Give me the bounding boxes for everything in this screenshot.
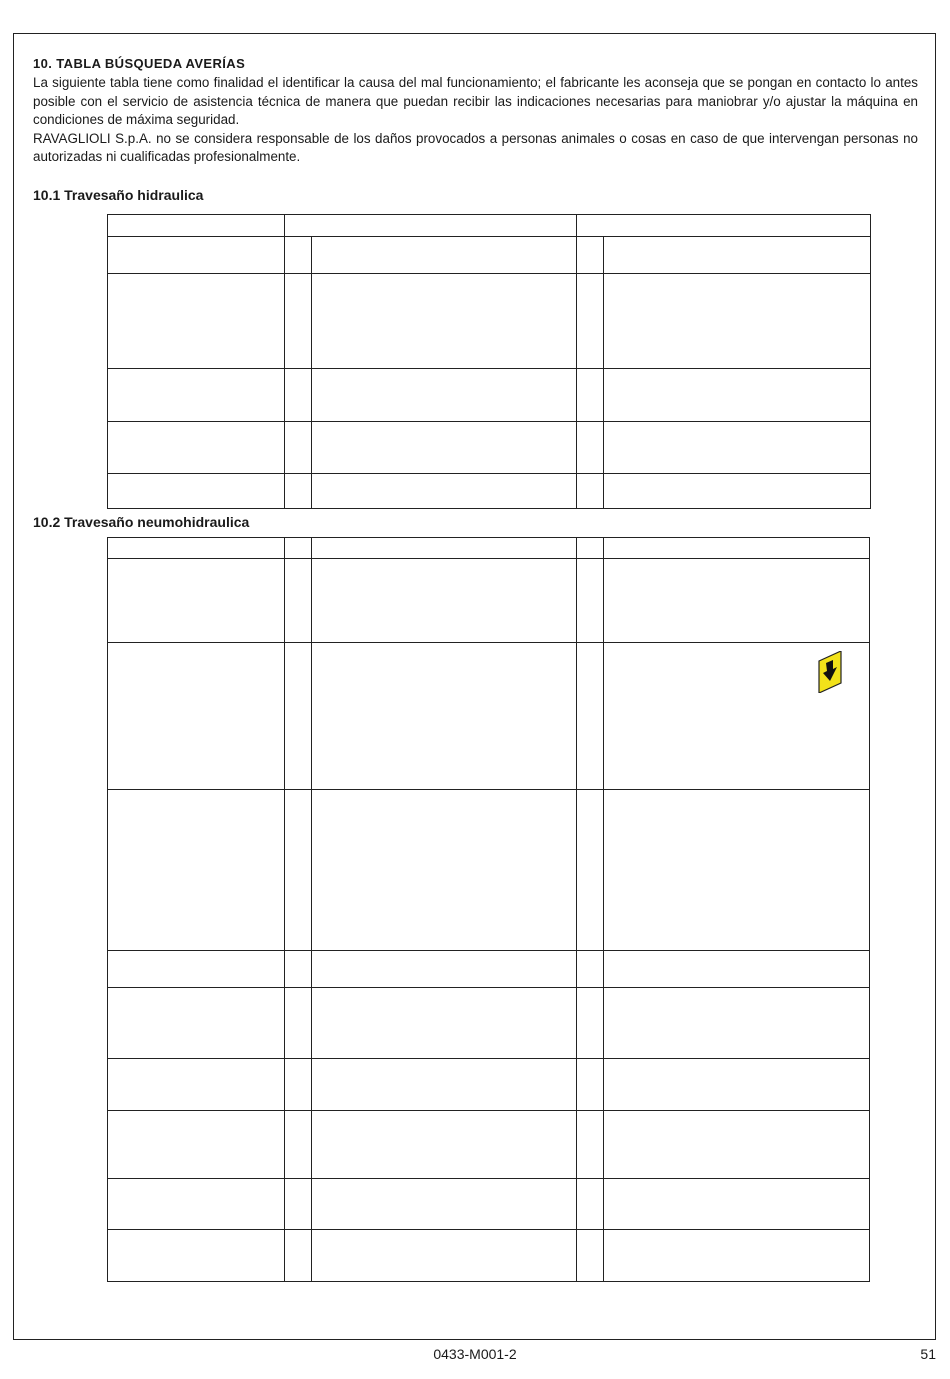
- document-code: 0433-M001-2: [433, 1346, 517, 1362]
- table-cell: [312, 474, 577, 509]
- intro-text: [33, 74, 918, 167]
- table-cell: [604, 369, 871, 422]
- table-cell: [604, 559, 870, 643]
- table-cell: [577, 559, 604, 643]
- table-row: [108, 559, 870, 643]
- table-row: [108, 988, 870, 1059]
- table-row: [108, 1179, 870, 1230]
- table-cell: [577, 474, 604, 509]
- arrow-down-icon: [817, 651, 843, 693]
- table-cell: [577, 369, 604, 422]
- table-cell: [577, 538, 604, 559]
- table-cell: [312, 1230, 577, 1282]
- table-cell: [285, 474, 312, 509]
- table-cell: [285, 790, 312, 951]
- table-row: [108, 369, 871, 422]
- table-cell: [312, 988, 577, 1059]
- table-cell: [108, 988, 285, 1059]
- table-cell: [285, 951, 312, 988]
- intro-paragraph-2: RAVAGLIOLI S.p.A. no se considera responsable de los daños provocados a personas animales o cosas en caso de que intervengan personas no autorizadas ni cualificadas profesionalmente.: [33, 130, 918, 165]
- table-cell: [604, 422, 871, 474]
- table-cell: [108, 1111, 285, 1179]
- table-cell: [312, 643, 577, 790]
- table-cell: [577, 1179, 604, 1230]
- table-cell: [312, 1059, 577, 1111]
- table-cell: [108, 1230, 285, 1282]
- table-cell: [285, 988, 312, 1059]
- table-cell: [577, 422, 604, 474]
- table-cell: [312, 559, 577, 643]
- table-cell: [577, 1059, 604, 1111]
- table-cell: [604, 951, 870, 988]
- table-cell: [604, 274, 871, 369]
- table-cell: [312, 237, 577, 274]
- table-cell: [108, 790, 285, 951]
- table-header-row: [108, 538, 870, 559]
- subsection-title-hidraulica: 10.1 Travesaño hidraulica: [33, 187, 204, 203]
- table-cell: [577, 951, 604, 988]
- table-cell: [577, 1230, 604, 1282]
- table-cell: [108, 369, 285, 422]
- table-cell: [577, 1111, 604, 1179]
- table-cell: [108, 237, 285, 274]
- table-cell: [108, 538, 285, 559]
- table-cell: [604, 1111, 870, 1179]
- table-cell: [285, 237, 312, 274]
- table-cell: [604, 474, 871, 509]
- table-cell: [285, 1179, 312, 1230]
- table-cell: [312, 274, 577, 369]
- table-cell: [285, 643, 312, 790]
- table-row: [108, 790, 870, 951]
- table-row: [108, 474, 871, 509]
- troubleshooting-table-hidraulica: [107, 214, 871, 509]
- table-cell: [577, 790, 604, 951]
- table-cell: [312, 369, 577, 422]
- table-cell: [108, 559, 285, 643]
- table-cell: [108, 422, 285, 474]
- table-row: [108, 1230, 870, 1282]
- table-row: [108, 643, 870, 790]
- table-cell: [312, 790, 577, 951]
- table-cell: [604, 237, 871, 274]
- table-cell: [312, 1111, 577, 1179]
- table-cell: [577, 274, 604, 369]
- table-header-row: [108, 215, 871, 237]
- subsection-title-neumohidraulica: 10.2 Travesaño neumohidraulica: [33, 514, 250, 530]
- table-cell: [285, 1230, 312, 1282]
- table-cell: [108, 474, 285, 509]
- table-cell: [604, 790, 870, 951]
- table-cell: [285, 1059, 312, 1111]
- table-row: [108, 274, 871, 369]
- table-cell: [108, 1059, 285, 1111]
- table-cell: [577, 237, 604, 274]
- intro-paragraph-1: La siguiente tabla tiene como finalidad el identificar la causa del mal funcionamiento; el fabricante les aconseja que se pongan en contacto lo antes posible con el servicio de asistencia técnica de manera que puedan recibir las indicaciones necesarias para maniobrar y/o ajustar la máquina en condiciones de máxima seguridad.: [33, 75, 918, 128]
- table-cell: [604, 1059, 870, 1111]
- table-cell: [285, 274, 312, 369]
- troubleshooting-table-neumohidraulica: [107, 537, 870, 1282]
- table-cell: [312, 951, 577, 988]
- table-cell: [312, 422, 577, 474]
- table-cell: [108, 1179, 285, 1230]
- table-cell: [108, 274, 285, 369]
- table-cell: [285, 538, 312, 559]
- table-cell: [604, 1179, 870, 1230]
- table-cell: [604, 1230, 870, 1282]
- table-cell: [312, 1179, 577, 1230]
- header-cell-cause: [285, 215, 577, 237]
- table-cell: [285, 422, 312, 474]
- table-cell: [285, 559, 312, 643]
- table-cell: [285, 1111, 312, 1179]
- page-number: 51: [920, 1346, 936, 1362]
- table-cell: [577, 988, 604, 1059]
- table-row: [108, 1111, 870, 1179]
- table-row: [108, 237, 871, 274]
- table-cell: [108, 951, 285, 988]
- table-row: [108, 422, 871, 474]
- table-cell: [604, 538, 870, 559]
- section-title: 10. TABLA BÚSQUEDA AVERÍAS: [33, 56, 246, 71]
- table-row: [108, 1059, 870, 1111]
- table-row: [108, 951, 870, 988]
- header-cell-remedy: [577, 215, 871, 237]
- table-cell: [312, 538, 577, 559]
- header-cell-problem: [108, 215, 285, 237]
- table-cell: [577, 643, 604, 790]
- table-cell: [285, 369, 312, 422]
- table-cell: [108, 643, 285, 790]
- table-cell: [604, 988, 870, 1059]
